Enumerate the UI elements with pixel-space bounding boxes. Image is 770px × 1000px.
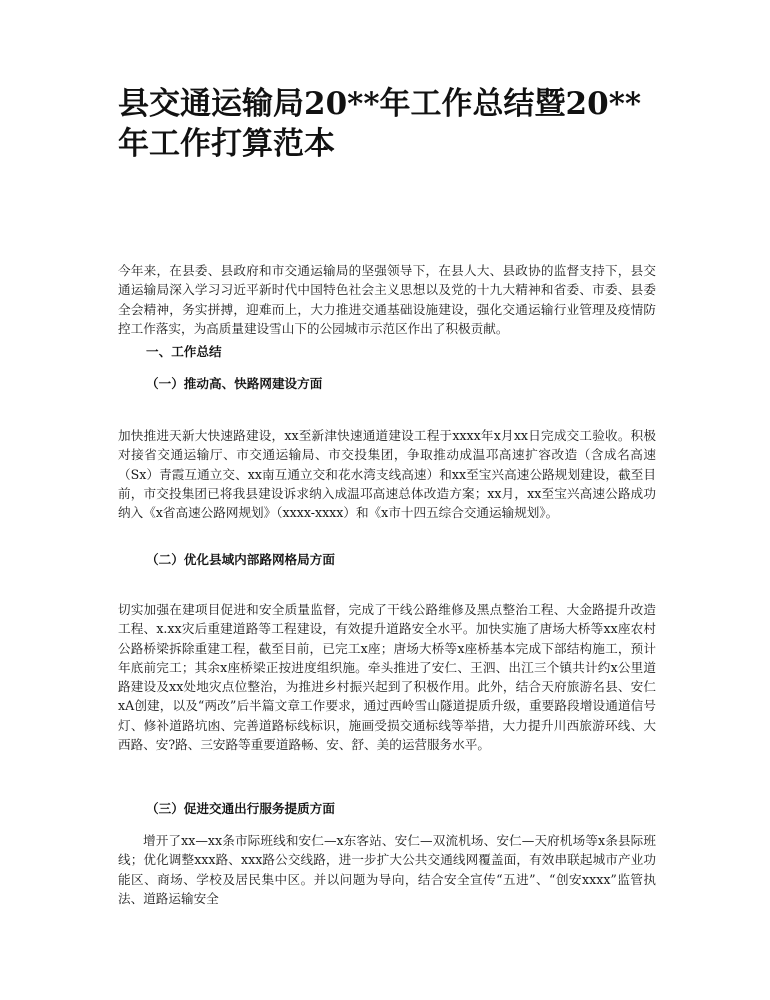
- document-title: 县交通运输局20**年工作总结暨20**年工作打算范本: [118, 86, 642, 162]
- subsection-heading-1: （一）推动高、快路网建设方面: [146, 376, 323, 391]
- subsection-paragraph-3: 增开了xx—xx条市际班线和安仁—x东客站、安仁—双流机场、安仁—天府机场等x条县际班线；优化调整xxx路、xxx路公交线路，进一步扩大公共交通线网覆盖面，有效串联起城市产业功能区、商场、学校及居民集中区。并以问题为导向，结合安全宣传“五进”、“创安xxxx”监管执法、道路运输安全: [118, 833, 656, 906]
- intro-paragraph: 今年来，在县委、县政府和市交通运输局的坚强领导下，在县人大、县政协的监督支持下，县交通运输局深入学习习近平新时代中国特色社会主义思想以及党的十九大精神和省委、市委、县委全会精神，务实拼搏，迎难而上，大力推进交通基础设施建设，强化交通运输行业管理及疫情防控工作落实，为高质量建设雪山下的公园城市示范区作出了积极贡献。: [118, 263, 656, 336]
- subsection-heading-2: （二）优化县域内部路网格局方面: [146, 552, 335, 567]
- subsection-paragraph-1: 加快推进天新大快速路建设，xx至新津快速通道建设工程于xxxx年x月xx日完成交工验收。积极对接省交通运输厅、市交通运输局、市交投集团，争取推动成温邛高速扩容改造（含成名高速（Sx）青霞互通立交、xx南互通立交和花水湾支线高速）和xx至宝兴高速公路规划建设，截至目前，市交投集团已将我县建设诉求纳入成温邛高速总体改造方案；xx月，xx至宝兴高速公路成功纳入《x省高速公路网规划》（xxxx-xxxx）和《x市十四五综合交通运输规划》。: [118, 428, 656, 521]
- subsection-heading-3: （三）促进交通出行服务提质方面: [146, 801, 335, 816]
- section-heading-work-summary: 一、工作总结: [146, 344, 222, 359]
- subsection-paragraph-2: 切实加强在建项目促进和安全质量监督，完成了干线公路维修及黑点整治工程、大金路提升改造工程、x.xx灾后重建道路等工程建设，有效提升道路安全水平。加快实施了唐场大桥等xx座农村公路桥梁拆除重建工程，截至目前，已完工x座；唐场大桥等x座桥基本完成下部结构施工，预计年底前完工；其余x座桥梁正按进度组织施。牵头推进了安仁、王泗、出江三个镇共计约x公里道路建设及xx处地灾点位整治，为推进乡村振兴起到了积极作用。此外，结合天府旅游名县、安仁xA创建，以及“两改”后半篇文章工作要求，通过西岭雪山隧道提质升级，重要路段增设通道信号灯、修补道路坑凼、完善道路标线标识，施画受损交通标线等举措，大力提升川西旅游环线、大西路、安?路、三安路等重要道路畅、安、舒、美的运营服务水平。: [118, 602, 656, 753]
